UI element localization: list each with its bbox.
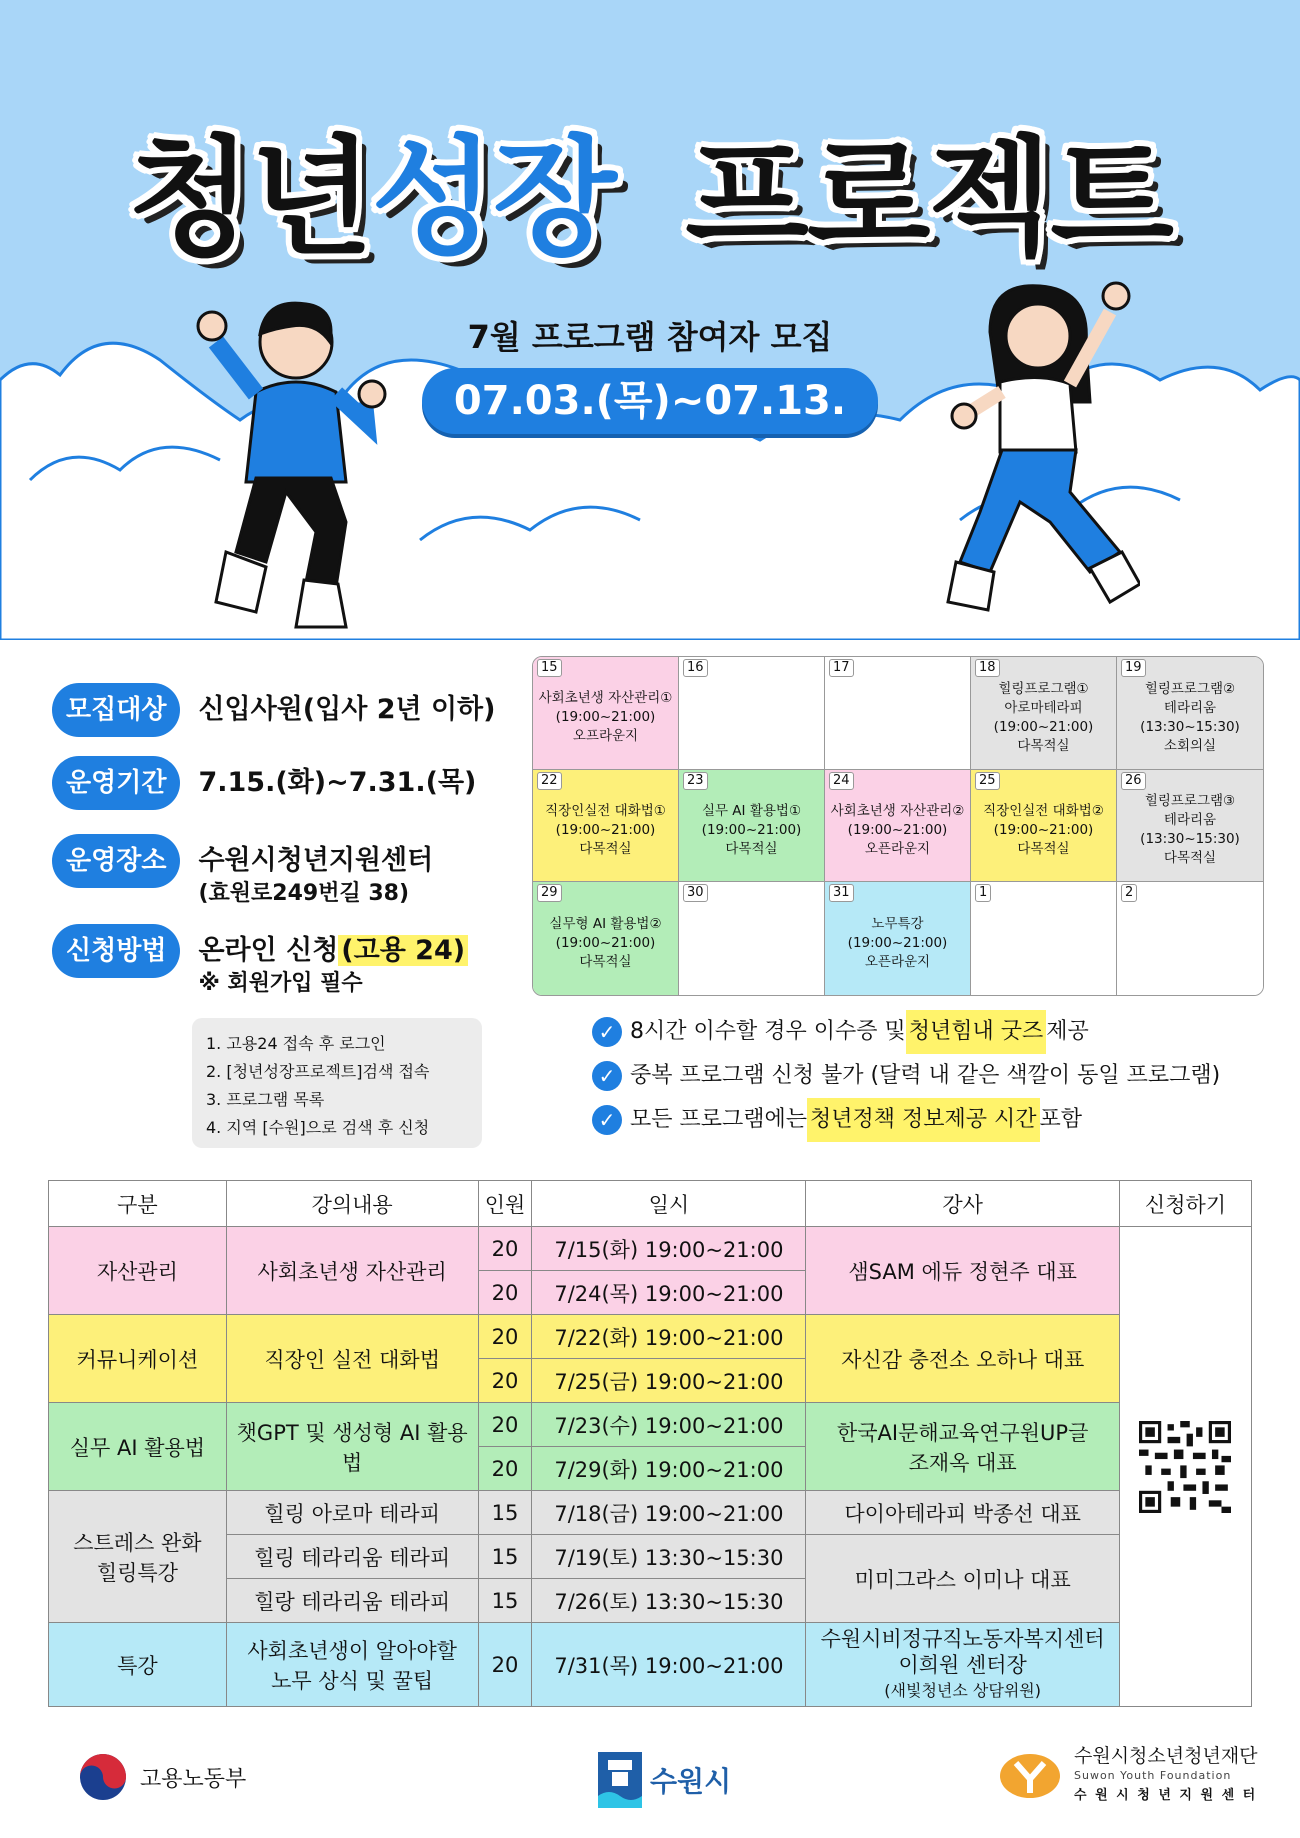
program-calendar	[532, 656, 1264, 996]
calendar-day-cell	[679, 882, 825, 995]
info-location-label: 운영장소	[52, 834, 180, 888]
calendar-event-line: 아로마테라피	[1004, 699, 1083, 716]
calendar-day-cell	[1117, 882, 1263, 995]
table-row: 자산관리 사회초년생 자산관리 20 7/15(화) 19:00~21:00 샘SAM 에듀 정현주 대표	[49, 1227, 1252, 1271]
table-row: 힐링 테라리움 테라피 15 7/19(토) 13:30~15:30 미미그라스 이미나 대표	[49, 1535, 1252, 1579]
footer-foundation: 수원시청소년청년재단 Suwon Youth Foundation 수 원 시 청 년 지 원 센 터	[998, 1746, 1258, 1806]
apply-step: 1. 고용24 접속 후 로그인	[206, 1034, 386, 1053]
calendar-day-cell	[825, 770, 971, 883]
calendar-day-cell	[971, 770, 1117, 883]
info-location-value: 수원시청년지원센터	[198, 845, 434, 876]
col-header: 강사	[806, 1181, 1120, 1227]
note-item: ✓ 8시간 이수할 경우 이수증 및 청년힘내 굿즈 제공	[592, 1010, 1220, 1054]
apply-step: 3. 프로그램 목록	[206, 1090, 325, 1109]
calendar-event-line: 다목적실	[1163, 850, 1217, 867]
calendar-day-number: 16	[683, 659, 708, 677]
main-title	[0, 95, 1300, 279]
calendar-event-line: 실무형 AI 활용법②	[549, 916, 662, 933]
calendar-event-line: 오픈라운지	[864, 840, 931, 857]
calendar-day-cell	[1117, 657, 1263, 770]
info-target-value: 신입사원(입사 2년 이하)	[198, 694, 496, 725]
table-row: 20 7/25(금) 19:00~21:00	[49, 1359, 1252, 1403]
calendar-event-line: 사회초년생 자산관리①	[538, 690, 673, 707]
calendar-event-line: 힐링프로그램③	[1144, 793, 1236, 810]
info-apply-value: 온라인 신청	[198, 935, 339, 966]
col-header: 일시	[532, 1181, 806, 1227]
title-part3: 프로젝트	[685, 124, 1172, 273]
program-table	[48, 1180, 1252, 1707]
info-period	[52, 756, 476, 810]
info-location-address: (효원로249번길 38)	[198, 881, 410, 906]
female-character-illustration	[940, 272, 1140, 632]
calendar-day-cell	[533, 770, 679, 883]
notes-list	[592, 1010, 1220, 1142]
calendar-day-cell	[679, 657, 825, 770]
calendar-day-cell	[971, 657, 1117, 770]
calendar-day-cell	[971, 882, 1117, 995]
col-header: 신청하기	[1119, 1181, 1251, 1227]
check-icon: ✓	[592, 1061, 622, 1091]
calendar-day-number: 22	[537, 772, 562, 790]
calendar-day-cell	[533, 882, 679, 995]
info-apply-note: ※ 회원가입 필수	[198, 971, 363, 996]
calendar-event-line: 테라리움	[1163, 699, 1217, 716]
calendar-event-line: 소회의실	[1163, 737, 1217, 754]
calendar-day-number: 1	[975, 884, 991, 902]
calendar-day-number: 23	[683, 772, 708, 790]
calendar-event-line: 오프라운지	[572, 728, 639, 745]
calendar-day-number: 31	[829, 884, 854, 902]
calendar-day-cell	[1117, 770, 1263, 883]
note-item: ✓ 중복 프로그램 신청 불가 (달력 내 같은 색깔이 동일 프로그램)	[592, 1054, 1220, 1098]
info-period-value: 7.15.(화)~7.31.(목)	[198, 767, 477, 798]
table-row: 20 7/24(목) 19:00~21:00	[49, 1271, 1252, 1315]
table-row: 힐랑 테라리움 테라피 15 7/26(토) 13:30~15:30	[49, 1579, 1252, 1623]
calendar-event-line: (13:30~15:30)	[1140, 831, 1240, 848]
calendar-event-line: 실무 AI 활용법①	[701, 802, 802, 819]
col-header: 강의내용	[226, 1181, 478, 1227]
calendar-event-line: 다목적실	[1017, 737, 1070, 754]
footer-suwon: 수원시	[598, 1752, 731, 1808]
table-header-row	[49, 1181, 1252, 1227]
calendar-day-number: 17	[829, 659, 854, 677]
calendar-day-cell	[533, 657, 679, 770]
calendar-event-line: (19:00~21:00)	[555, 935, 656, 952]
table-row: 20 7/29(화) 19:00~21:00	[49, 1447, 1252, 1491]
calendar-day-number: 18	[975, 659, 1000, 677]
calendar-day-number: 19	[1121, 659, 1146, 677]
hero-banner	[0, 0, 1300, 640]
calendar-day-cell	[825, 657, 971, 770]
calendar-event-line: 오픈라운지	[864, 954, 931, 971]
calendar-event-line: 다목적실	[579, 840, 632, 857]
calendar-day-number: 24	[829, 772, 854, 790]
qr-code-icon[interactable]	[1139, 1421, 1231, 1513]
table-row: 스트레스 완화 힐링특강 힐링 아로마 테라피 15 7/18(금) 19:00~21:00 다이아테라피 박종선 대표	[49, 1491, 1252, 1535]
calendar-event-line: (19:00~21:00)	[555, 821, 656, 838]
calendar-day-number: 2	[1121, 884, 1137, 902]
calendar-day-number: 15	[537, 659, 562, 677]
recruit-dates-badge: 07.03.(목)~07.13.(일)	[422, 368, 878, 434]
info-target	[52, 683, 495, 737]
calendar-event-line: (19:00~21:00)	[847, 935, 948, 952]
calendar-event-line: (19:00~21:00)	[993, 718, 1094, 735]
calendar-event-line: 직장인실전 대화법①	[545, 802, 666, 819]
info-target-label: 모집대상	[52, 683, 180, 737]
table-row: 특강 사회초년생이 알아야할 노무 상식 및 꿀팁 20 7/31(목) 19:00~21:00 수원시비정규직노동자복지센터 이희원 센터장 (새빛청년소 상담위원)	[49, 1623, 1252, 1707]
foundation-logo-icon	[998, 1751, 1062, 1801]
calendar-day-number: 29	[537, 884, 562, 902]
suwon-logo-icon	[598, 1752, 642, 1808]
calendar-day-cell	[825, 882, 971, 995]
info-period-label: 운영기간	[52, 756, 180, 810]
apply-step: 4. 지역 [수원]으로 검색 후 신청	[206, 1118, 430, 1137]
qr-cell	[1119, 1227, 1251, 1707]
subtitle: 7월 프로그램 참여자 모집	[467, 318, 833, 356]
info-apply	[52, 924, 468, 998]
info-apply-highlight: (고용 24)	[338, 935, 468, 966]
info-apply-label: 신청방법	[52, 924, 180, 978]
calendar-event-line: (13:30~15:30)	[1140, 718, 1240, 735]
calendar-event-line: 다목적실	[1017, 840, 1070, 857]
calendar-event-line: 다목적실	[725, 840, 778, 857]
calendar-day-number: 26	[1121, 772, 1146, 790]
info-location	[52, 834, 433, 908]
col-header: 인원	[478, 1181, 532, 1227]
moel-logo-icon	[78, 1752, 128, 1802]
calendar-day-number: 25	[975, 772, 1000, 790]
calendar-event-line: (19:00~21:00)	[701, 821, 802, 838]
col-header: 구분	[49, 1181, 227, 1227]
note-item: ✓ 모든 프로그램에는 청년정책 정보제공 시간 포함	[592, 1098, 1220, 1142]
check-icon: ✓	[592, 1105, 622, 1135]
calendar-event-line: 노무특강	[871, 916, 924, 933]
table-row: 커뮤니케이션 직장인 실전 대화법 20 7/22(화) 19:00~21:00 자신감 충전소 오하나 대표	[49, 1315, 1252, 1359]
male-character-illustration	[196, 282, 396, 640]
calendar-event-line: (19:00~21:00)	[555, 709, 656, 726]
table-row: 실무 AI 활용법 챗GPT 및 생성형 AI 활용법 20 7/23(수) 19:00~21:00 한국AI문해교육연구원UP글 조재옥 대표	[49, 1403, 1252, 1447]
title-part2: 성장	[371, 124, 615, 273]
calendar-event-line: 힐링프로그램①	[998, 680, 1089, 697]
apply-steps-box	[192, 1018, 482, 1148]
calendar-day-number: 30	[683, 884, 708, 902]
check-icon: ✓	[592, 1017, 622, 1047]
calendar-event-line: (19:00~21:00)	[993, 821, 1094, 838]
footer-moel: 고용노동부	[78, 1752, 246, 1802]
calendar-event-line: 다목적실	[579, 954, 632, 971]
calendar-event-line: 테라리움	[1163, 812, 1217, 829]
calendar-event-line: 사회초년생 자산관리②	[830, 802, 965, 819]
calendar-event-line: 힐링프로그램②	[1144, 680, 1236, 697]
calendar-event-line: 직장인실전 대화법②	[983, 802, 1104, 819]
title-part1: 청년	[128, 124, 372, 273]
apply-step: 2. [청년성장프로젝트]검색 접속	[206, 1062, 430, 1081]
calendar-day-cell	[679, 770, 825, 883]
calendar-event-line: (19:00~21:00)	[847, 821, 948, 838]
